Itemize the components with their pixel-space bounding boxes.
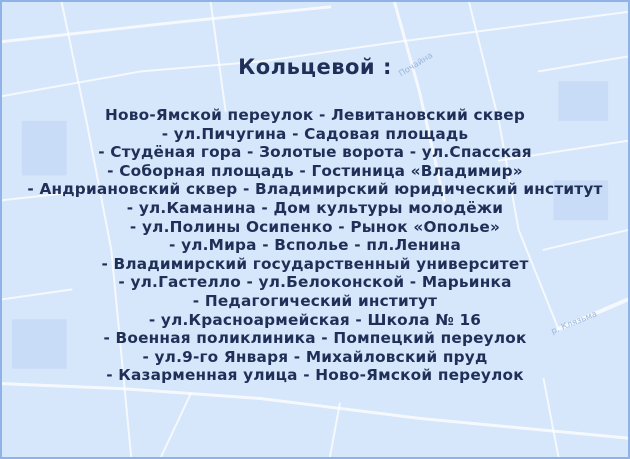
route-stops-list [2,106,628,385]
route-line: - ул.Гастелло - ул.Белоконской - Марьинка [118,273,512,292]
route-line: Ново-Ямской переулок - Левитановский сквер [105,106,525,124]
route-line: - ул.Полины Осипенко - Рынок «Ополье» [129,217,501,236]
route-line: - Студёная гора - Золотые ворота - ул.Спасская [98,143,532,162]
route-line: - ул.Красноармейская - Школа № 16 [148,310,482,329]
route-line: - ул.Мира - Всполье - пл.Ленина [169,236,461,255]
content [2,2,628,457]
route-line: - Педагогический институт [192,291,438,310]
route-line: - Военная поликлиника - Помпецкий переулок [103,329,527,348]
route-line: - Владимирский государственный университет [101,254,529,273]
route-line: - ул.Пичугина - Садовая площадь [161,124,469,143]
route-line: - Соборная площадь - Гостиница «Владимир» [107,161,523,180]
route-line: - Казарменная улица - Ново-Ямской переулок [106,366,524,385]
route-line: - ул.9-го Января - Михайловский пруд [142,347,488,366]
map-label-river: р. Клязьма [549,309,599,337]
route-line: - ул.Каманина - Дом культуры молодёжи [126,198,504,217]
map-label-street: Почайна [397,50,435,80]
route-title: Кольцевой : [238,55,392,79]
route-line: - Андриановский сквер - Владимирский юридический институт [27,180,603,199]
